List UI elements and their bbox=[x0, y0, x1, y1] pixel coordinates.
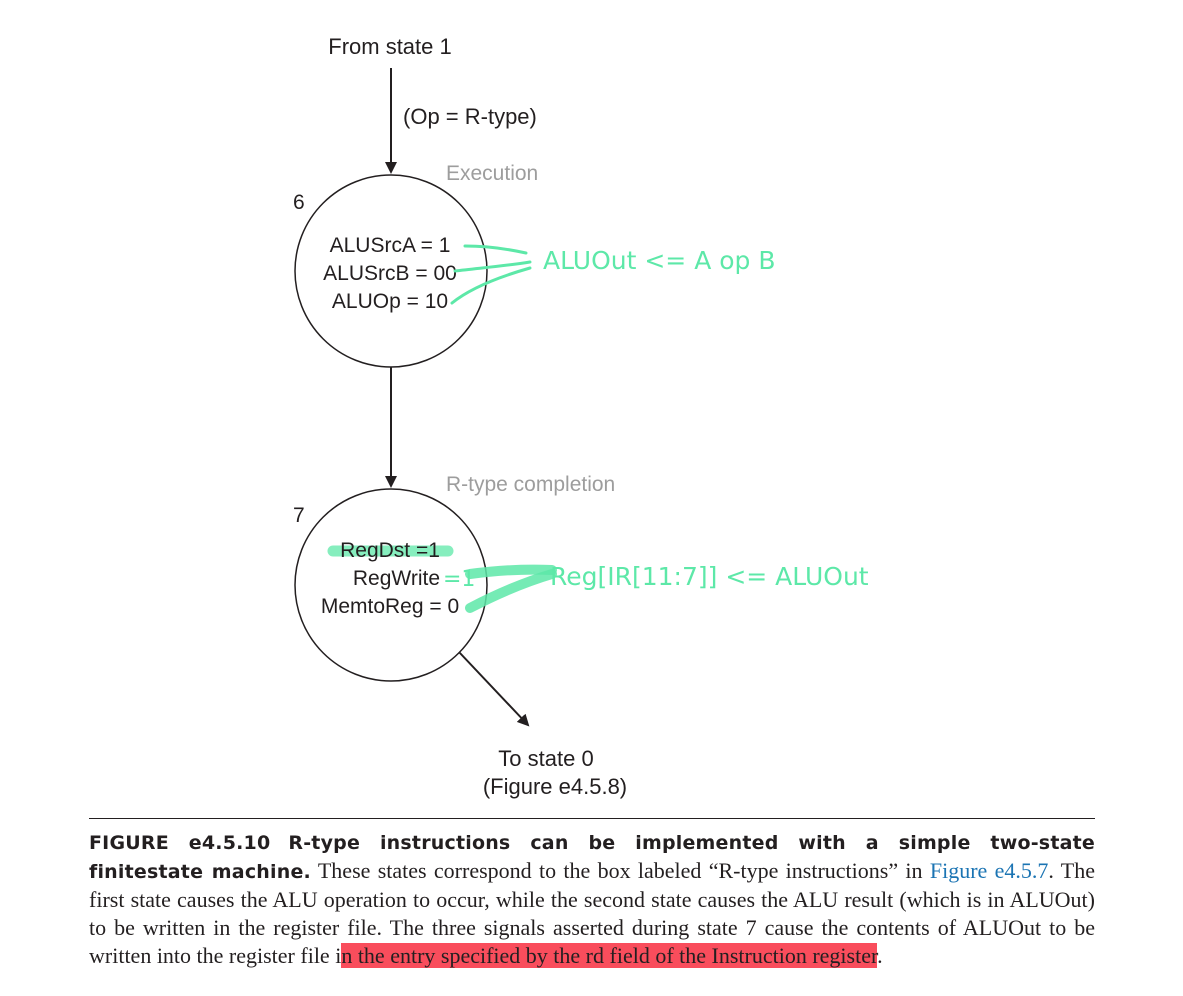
state-6-signal-1: ALUSrcA = 1 bbox=[329, 234, 451, 257]
caption-figure-link[interactable]: Figure e4.5.7 bbox=[929, 858, 1049, 883]
exit-ref: (Figure e4.5.8) bbox=[482, 774, 628, 799]
entry-label: From state 1 bbox=[328, 34, 452, 59]
figure-caption bbox=[89, 828, 1095, 970]
state-6-number: 6 bbox=[293, 191, 305, 214]
state-7-name: R-type completion bbox=[446, 473, 616, 496]
caption-text-1: These states correspond to the box labeled “R-type instructions” in bbox=[310, 858, 930, 883]
entry-condition: (Op = R-type) bbox=[403, 104, 537, 129]
state-6-signal-2: ALUSrcB = 00 bbox=[323, 262, 457, 285]
state-7-annotation: Reg[IR[11:7]] <= ALUOut bbox=[550, 562, 869, 591]
state-6-annotation: ALUOut <= A op B bbox=[543, 246, 776, 275]
caption-divider bbox=[89, 818, 1095, 819]
caption-text-3: . bbox=[877, 943, 883, 968]
state-7-signal-1: RegDst =1 bbox=[340, 539, 440, 562]
state-7-signal-2: RegWrite bbox=[352, 567, 440, 590]
state-7-signal-3: MemtoReg = 0 bbox=[320, 595, 460, 618]
exit-arrow bbox=[459, 652, 528, 725]
state-7-regwrite-value: =1 bbox=[443, 567, 476, 592]
exit-label: To state 0 bbox=[498, 746, 594, 771]
state-7-number: 7 bbox=[293, 504, 305, 527]
caption-title: R-type instructions can be implemented with a simple two-state finitestate machine. bbox=[89, 832, 1095, 883]
state-7-annotation-strokes bbox=[470, 570, 552, 608]
caption-highlight: n the entry specified by the rd field of the Instruction register bbox=[341, 943, 878, 968]
caption-text-2: . The first state causes the ALU operation to occur, while the second state causes the ALU result (which is in ALUOut) to be written in the register file. The three signals asserted during state 7 cause the contents of ALUOut to be written into the register file i bbox=[89, 858, 1096, 968]
state-6-annotation-strokes bbox=[452, 246, 530, 303]
caption-label: FIGURE e4.5.10 bbox=[89, 832, 271, 854]
state-6-name: Execution bbox=[446, 162, 539, 185]
state-6-signal-3: ALUOp = 10 bbox=[331, 290, 449, 313]
